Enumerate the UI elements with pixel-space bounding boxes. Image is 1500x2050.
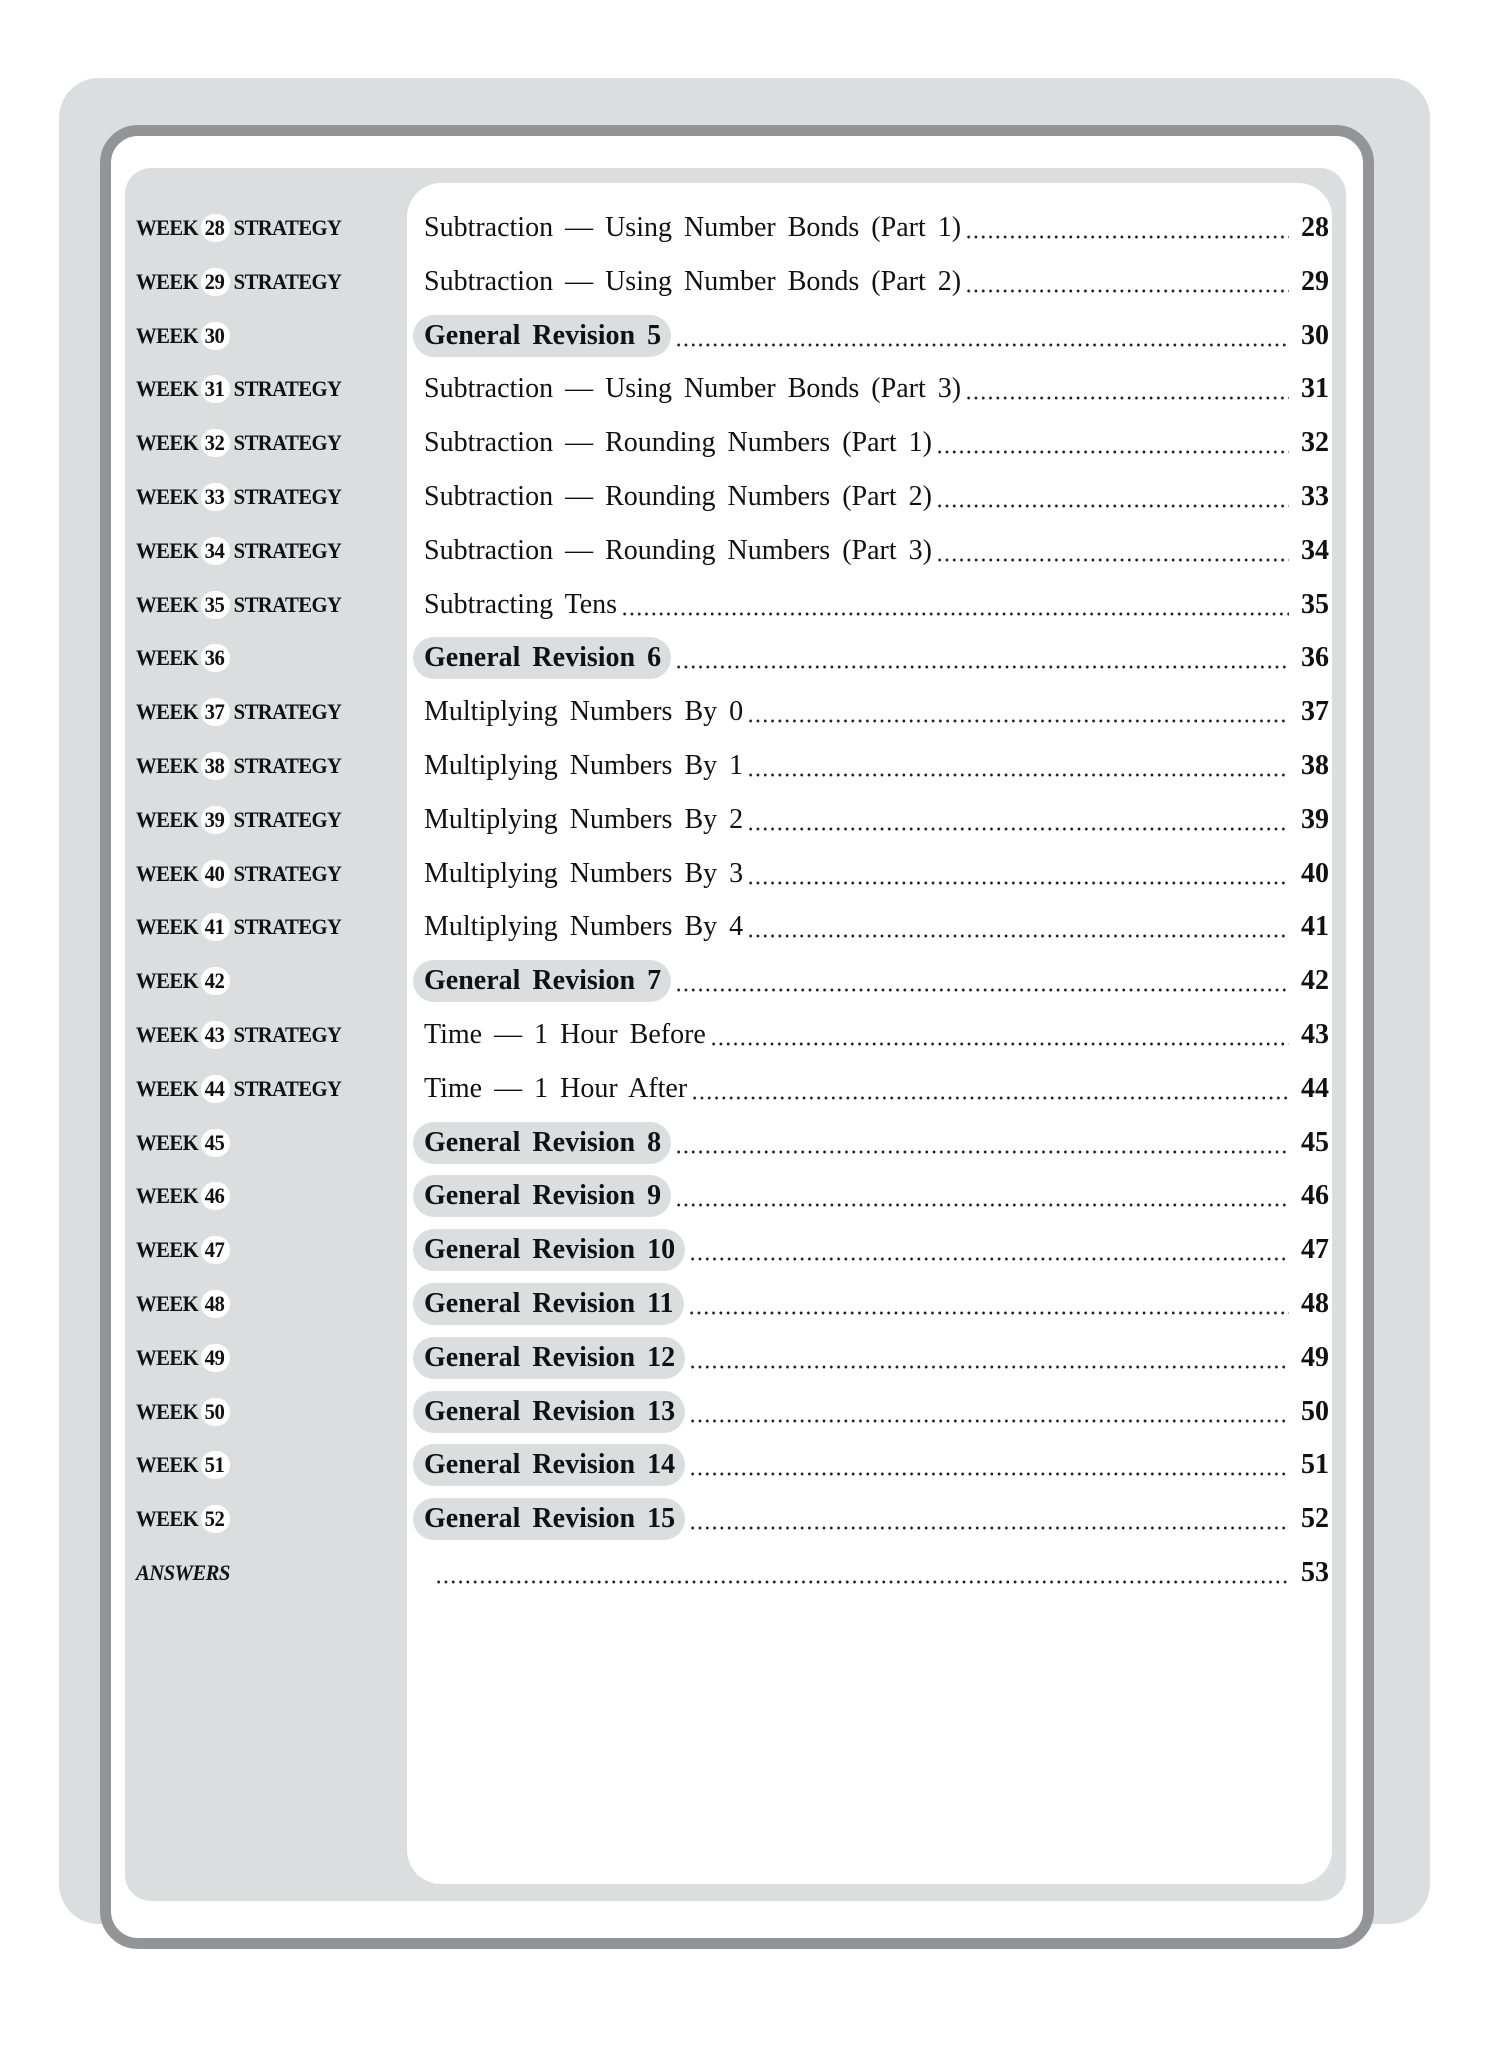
week-word: WEEK — [136, 537, 199, 563]
dot-leader — [965, 214, 1289, 242]
page-number: 38 — [1301, 750, 1329, 781]
page-number: 40 — [1301, 857, 1329, 889]
answers-label — [136, 1548, 230, 1598]
week-number-badge: 42 — [201, 967, 230, 995]
week-word: WEEK — [136, 1344, 199, 1370]
week-number-badge: 50 — [201, 1398, 230, 1426]
entry-title[interactable]: General Revision 12 — [413, 1337, 685, 1379]
dot-leader — [689, 1398, 1289, 1426]
toc-row-week-30[interactable] — [0, 311, 1500, 361]
dot-leader — [747, 860, 1289, 888]
toc-entry[interactable] — [413, 633, 1329, 683]
week-label — [136, 1064, 341, 1114]
dot-leader — [936, 429, 1289, 457]
week-word: WEEK — [136, 430, 199, 456]
week-label — [136, 956, 234, 1006]
week-word: WEEK — [136, 1022, 199, 1047]
dot-leader — [710, 1021, 1289, 1049]
week-word: WEEK — [136, 1398, 199, 1424]
answers-label-text: ANSWERS — [136, 1560, 230, 1585]
toc-row-week-41[interactable] — [0, 902, 1500, 952]
page-number: 36 — [1301, 642, 1329, 674]
dot-leader — [936, 537, 1289, 565]
week-number-badge: 51 — [201, 1451, 230, 1479]
page-number: 28 — [1301, 212, 1329, 243]
page-number: 31 — [1301, 373, 1329, 405]
entry-title[interactable]: Time — 1 Hour After — [424, 1072, 688, 1104]
page-number: 35 — [1301, 588, 1329, 620]
toc-row-week-35[interactable] — [0, 580, 1500, 630]
toc-entry-answers[interactable] — [413, 1548, 1329, 1598]
toc-entry[interactable] — [413, 1279, 1329, 1329]
dot-leader — [965, 375, 1289, 403]
dot-leader — [689, 1344, 1289, 1372]
toc-row-week-31[interactable] — [0, 364, 1500, 414]
toc-row-answers[interactable] — [0, 1548, 1500, 1598]
page-number: 41 — [1301, 911, 1329, 943]
strategy-tag: STRATEGY — [233, 753, 342, 778]
dot-leader — [675, 1182, 1289, 1210]
week-number-badge: 49 — [201, 1344, 230, 1372]
week-word: WEEK — [136, 968, 199, 994]
toc-entry[interactable] — [413, 849, 1329, 899]
week-number-badge: 52 — [201, 1505, 230, 1533]
week-number-badge: 46 — [201, 1182, 230, 1210]
dot-leader — [747, 806, 1289, 834]
toc-entry[interactable] — [413, 580, 1329, 630]
week-number-badge: 47 — [201, 1236, 230, 1264]
page-number: 47 — [1301, 1234, 1329, 1266]
week-label — [136, 364, 341, 414]
week-word: WEEK — [136, 1237, 199, 1263]
strategy-tag: STRATEGY — [233, 430, 342, 456]
strategy-tag: STRATEGY — [233, 860, 342, 886]
entry-title[interactable]: Time — 1 Hour Before — [424, 1019, 706, 1050]
week-label — [136, 902, 341, 952]
toc-entry[interactable] — [413, 364, 1329, 414]
strategy-tag: STRATEGY — [233, 484, 342, 509]
strategy-tag: STRATEGY — [233, 914, 342, 940]
week-word: WEEK — [136, 806, 199, 832]
week-label — [136, 687, 341, 737]
week-number-badge: 33 — [201, 483, 230, 511]
entry-title[interactable]: General Revision 5 — [413, 315, 671, 357]
week-word: WEEK — [136, 699, 199, 725]
toc-row-week-43[interactable] — [0, 1010, 1500, 1060]
page-number: 51 — [1301, 1449, 1329, 1481]
toc-entry[interactable] — [413, 1010, 1329, 1060]
dot-leader — [689, 1236, 1289, 1264]
page-number: 45 — [1301, 1126, 1329, 1158]
entry-title[interactable]: General Revision 11 — [413, 1283, 684, 1325]
page-number: 49 — [1301, 1341, 1329, 1373]
strategy-tag: STRATEGY — [233, 268, 342, 294]
toc-row-week-51[interactable] — [0, 1440, 1500, 1490]
week-word: WEEK — [136, 484, 199, 509]
toc-row-week-44[interactable] — [0, 1064, 1500, 1114]
entry-title[interactable]: Subtraction — Using Number Bonds (Part 3) — [424, 373, 962, 405]
week-word: WEEK — [136, 914, 199, 940]
dot-leader — [689, 1451, 1289, 1479]
page-number: 42 — [1301, 965, 1329, 997]
dot-leader — [936, 483, 1289, 511]
week-label — [136, 1279, 234, 1329]
toc-entry[interactable] — [413, 1387, 1329, 1437]
week-number-badge: 30 — [201, 322, 230, 350]
toc-row-week-37[interactable] — [0, 687, 1500, 737]
dot-leader — [621, 591, 1289, 619]
entry-title[interactable]: Subtracting Tens — [424, 588, 618, 620]
week-number-badge: 37 — [201, 698, 230, 726]
toc-row-week-47[interactable] — [0, 1225, 1500, 1275]
week-word: WEEK — [136, 1452, 199, 1478]
toc-entry[interactable] — [413, 795, 1329, 845]
toc-row-week-52[interactable] — [0, 1494, 1500, 1544]
entry-title[interactable]: Multiplying Numbers By 4 — [424, 911, 744, 943]
toc-entry[interactable] — [413, 311, 1329, 361]
toc-entry[interactable] — [413, 687, 1329, 737]
toc-entry[interactable] — [413, 902, 1329, 952]
toc-row-week-38[interactable] — [0, 741, 1500, 791]
entry-title[interactable]: General Revision 7 — [413, 960, 671, 1002]
toc-entry[interactable] — [413, 1064, 1329, 1114]
toc-row-week-39[interactable] — [0, 795, 1500, 845]
toc-entry[interactable] — [413, 472, 1329, 522]
week-word: WEEK — [136, 591, 199, 617]
dot-leader — [675, 644, 1289, 672]
week-word: WEEK — [136, 322, 199, 348]
toc-row-week-48[interactable] — [0, 1279, 1500, 1329]
toc-row-week-33[interactable] — [0, 472, 1500, 522]
week-number-badge: 45 — [201, 1129, 230, 1157]
week-label — [136, 849, 341, 899]
page-number: 34 — [1301, 534, 1329, 566]
entry-title[interactable]: Multiplying Numbers By 3 — [424, 857, 744, 889]
toc-entry[interactable] — [413, 1440, 1329, 1490]
page-number: 30 — [1301, 319, 1329, 351]
entry-title[interactable]: General Revision 9 — [413, 1175, 671, 1217]
week-word: WEEK — [136, 268, 199, 294]
week-number-badge: 41 — [201, 913, 230, 941]
week-number-badge: 28 — [201, 214, 230, 242]
week-number-badge: 39 — [201, 806, 230, 834]
dot-leader — [675, 322, 1289, 350]
entry-title[interactable]: Multiplying Numbers By 0 — [424, 696, 744, 728]
page-number: 52 — [1301, 1503, 1329, 1535]
week-word: WEEK — [136, 753, 199, 778]
toc-row-week-36[interactable] — [0, 633, 1500, 683]
week-label — [136, 633, 234, 683]
week-label — [136, 1440, 234, 1490]
week-number-badge: 31 — [201, 375, 230, 403]
dot-leader — [747, 752, 1289, 780]
toc-row-week-32[interactable] — [0, 418, 1500, 468]
toc-entry[interactable] — [413, 1225, 1329, 1275]
toc-row-week-42[interactable] — [0, 956, 1500, 1006]
entry-title[interactable]: General Revision 6 — [413, 637, 671, 679]
toc-row-week-28[interactable] — [0, 203, 1500, 253]
week-word: WEEK — [136, 1506, 199, 1532]
week-label — [136, 1118, 234, 1168]
week-label — [136, 741, 341, 791]
week-label — [136, 1494, 234, 1544]
entry-title[interactable]: General Revision 10 — [413, 1229, 685, 1271]
strategy-tag: STRATEGY — [233, 537, 342, 563]
toc-entry[interactable] — [413, 526, 1329, 576]
week-number-badge: 36 — [201, 644, 230, 672]
entry-title[interactable]: Subtraction — Rounding Numbers (Part 2) — [424, 481, 932, 512]
entry-title[interactable]: General Revision 15 — [413, 1498, 685, 1540]
page-number: 39 — [1301, 803, 1329, 835]
toc-entry[interactable] — [413, 257, 1329, 307]
week-number-badge: 43 — [201, 1021, 230, 1049]
toc-entry[interactable] — [413, 741, 1329, 791]
entry-title[interactable]: Subtraction — Rounding Numbers (Part 1) — [424, 427, 932, 459]
dot-leader — [747, 913, 1289, 941]
week-label — [136, 1225, 234, 1275]
entry-title[interactable]: Subtraction — Rounding Numbers (Part 3) — [424, 534, 932, 566]
strategy-tag: STRATEGY — [233, 376, 342, 402]
toc-entry[interactable] — [413, 418, 1329, 468]
week-word: WEEK — [136, 1075, 199, 1101]
week-label — [136, 1171, 234, 1221]
dot-leader — [747, 698, 1289, 726]
week-number-badge: 44 — [201, 1075, 230, 1103]
entry-title[interactable]: General Revision 8 — [413, 1122, 671, 1164]
strategy-tag: STRATEGY — [233, 806, 342, 832]
week-label — [136, 418, 341, 468]
week-label — [136, 1387, 234, 1437]
week-label — [136, 1333, 234, 1383]
entry-title[interactable]: Multiplying Numbers By 1 — [424, 750, 744, 781]
week-label — [136, 472, 341, 522]
week-number-badge: 34 — [201, 537, 230, 565]
page-number: 48 — [1301, 1288, 1329, 1319]
page-number: 46 — [1301, 1180, 1329, 1212]
dot-leader — [965, 268, 1289, 296]
entry-title[interactable]: Subtraction — Using Number Bonds (Part 2) — [424, 265, 962, 297]
dot-leader — [435, 1559, 1289, 1587]
strategy-tag: STRATEGY — [233, 699, 342, 725]
page-number: 53 — [1301, 1557, 1329, 1588]
dot-leader — [689, 1505, 1289, 1533]
week-number-badge: 40 — [201, 860, 230, 888]
entry-title[interactable]: General Revision 14 — [413, 1444, 685, 1486]
week-word: WEEK — [136, 1183, 199, 1209]
page-number: 29 — [1301, 265, 1329, 297]
strategy-tag: STRATEGY — [233, 215, 342, 240]
week-label — [136, 795, 341, 845]
week-number-badge: 29 — [201, 268, 230, 296]
page-number: 37 — [1301, 696, 1329, 728]
entry-title[interactable]: General Revision 13 — [413, 1391, 685, 1433]
week-word: WEEK — [136, 1291, 199, 1316]
week-word: WEEK — [136, 1129, 199, 1155]
week-number-badge: 38 — [201, 752, 230, 780]
toc-entry[interactable] — [413, 1171, 1329, 1221]
toc-row-week-50[interactable] — [0, 1387, 1500, 1437]
page-number: 50 — [1301, 1395, 1329, 1427]
week-number-badge: 35 — [201, 591, 230, 619]
entry-title[interactable]: Subtraction — Using Number Bonds (Part 1) — [424, 212, 962, 243]
week-word: WEEK — [136, 215, 199, 240]
toc-entry[interactable] — [413, 956, 1329, 1006]
week-label — [136, 526, 341, 576]
page-number: 43 — [1301, 1019, 1329, 1050]
week-number-badge: 32 — [201, 429, 230, 457]
dot-leader — [688, 1290, 1289, 1318]
week-label — [136, 580, 341, 630]
dot-leader — [675, 1129, 1289, 1157]
week-label — [136, 257, 341, 307]
week-word: WEEK — [136, 645, 199, 671]
strategy-tag: STRATEGY — [233, 1075, 342, 1101]
toc-row-week-49[interactable] — [0, 1333, 1500, 1383]
week-label — [136, 1010, 341, 1060]
page-number: 32 — [1301, 427, 1329, 459]
toc-row-week-46[interactable] — [0, 1171, 1500, 1221]
toc-entry[interactable] — [413, 1333, 1329, 1383]
week-word: WEEK — [136, 376, 199, 402]
week-label — [136, 311, 234, 361]
week-word: WEEK — [136, 860, 199, 886]
toc-row-week-45[interactable] — [0, 1118, 1500, 1168]
week-label — [136, 203, 341, 253]
toc-row-week-40[interactable] — [0, 849, 1500, 899]
page-number: 44 — [1301, 1072, 1329, 1104]
toc-entry[interactable] — [413, 203, 1329, 253]
dot-leader — [691, 1075, 1289, 1103]
toc-entry[interactable] — [413, 1494, 1329, 1544]
strategy-tag: STRATEGY — [233, 591, 342, 617]
strategy-tag: STRATEGY — [233, 1022, 342, 1047]
entry-title[interactable]: Multiplying Numbers By 2 — [424, 803, 744, 835]
page-number: 33 — [1301, 481, 1329, 512]
toc-row-week-29[interactable] — [0, 257, 1500, 307]
dot-leader — [675, 967, 1289, 995]
toc-entry[interactable] — [413, 1118, 1329, 1168]
week-number-badge: 48 — [201, 1290, 230, 1318]
toc-row-week-34[interactable] — [0, 526, 1500, 576]
